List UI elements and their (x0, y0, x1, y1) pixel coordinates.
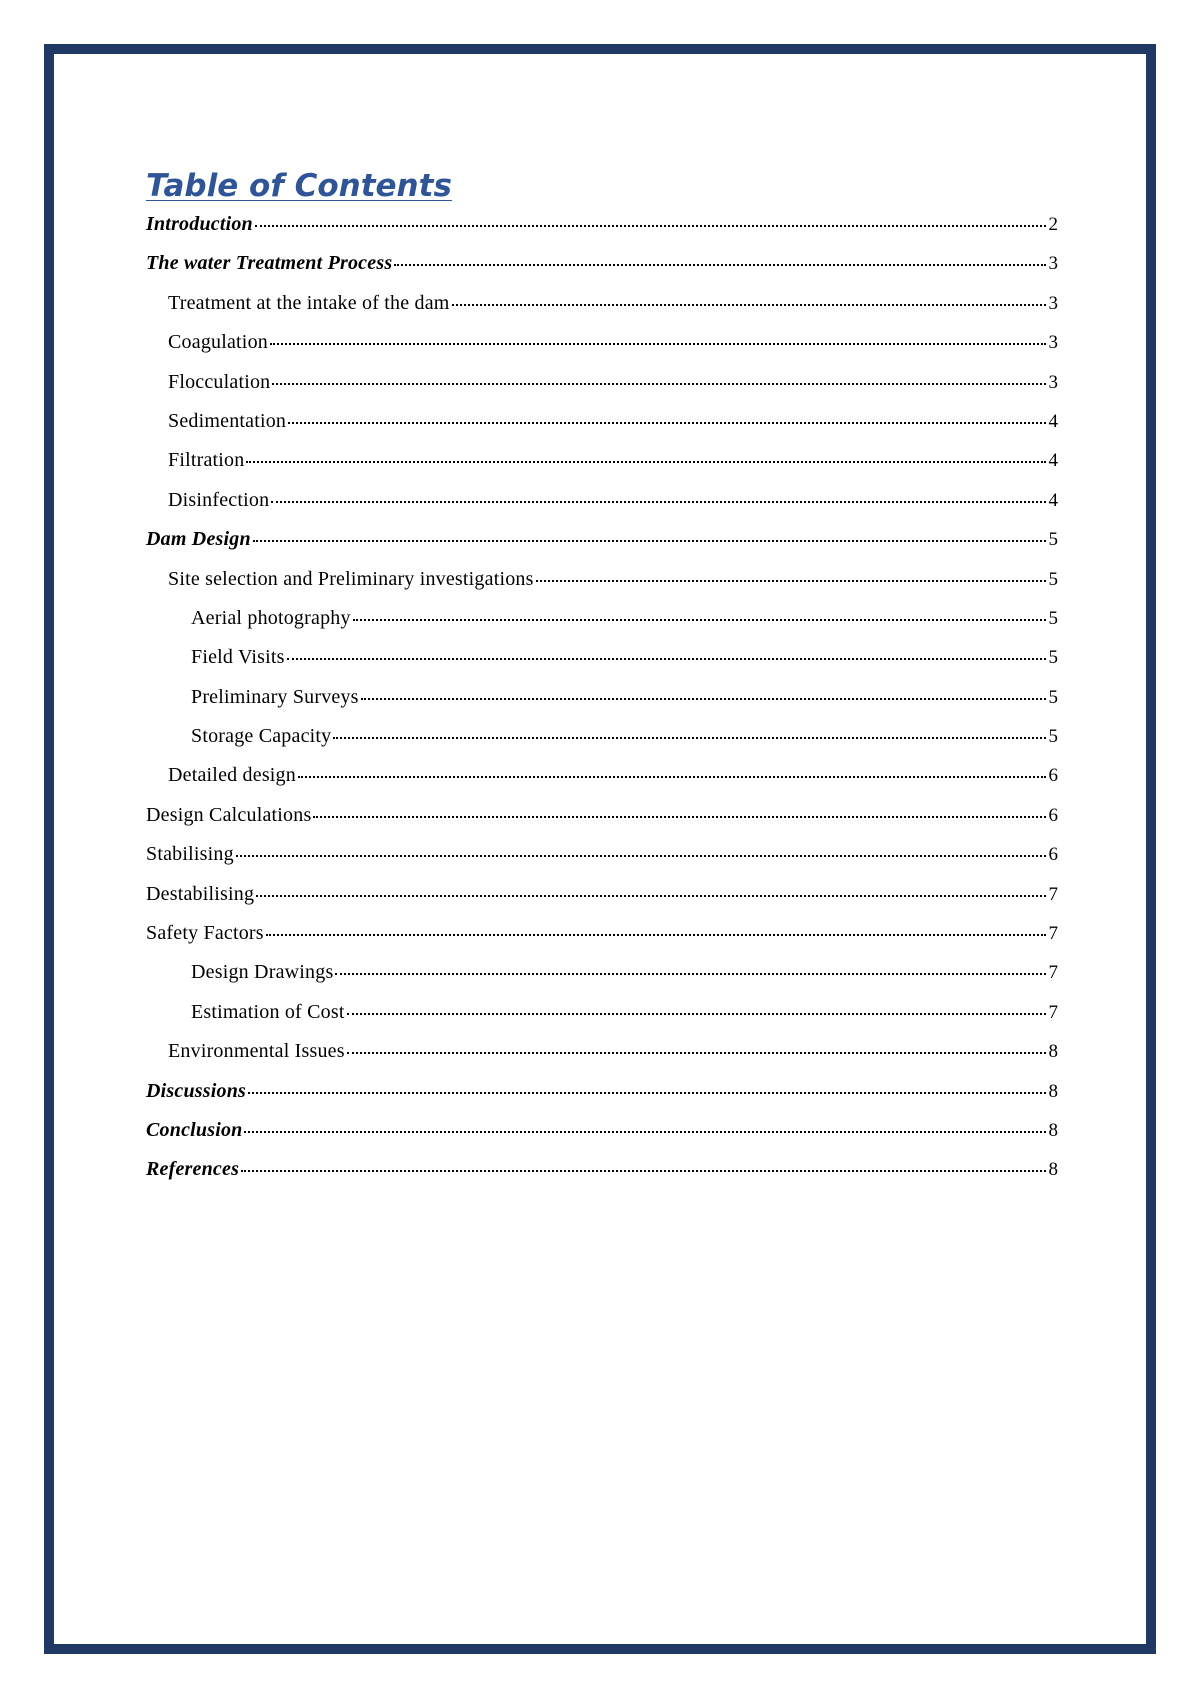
toc-entry-page: 6 (1048, 804, 1058, 826)
toc-entry-label: Introduction (146, 213, 253, 235)
toc-entry-page: 4 (1048, 450, 1058, 472)
dot-leader (347, 999, 1046, 1018)
toc-entry-page: 8 (1048, 1080, 1058, 1102)
toc-entry-label: Estimation of Cost (191, 1000, 345, 1023)
toc-entry-label: Storage Capacity (191, 725, 332, 748)
toc-entry-disinfection[interactable] (146, 487, 1058, 526)
toc-entry-page: 7 (1048, 1001, 1058, 1023)
toc-entry-label: Design Calculations (146, 803, 312, 826)
toc-entry-label: Discussions (146, 1079, 247, 1102)
toc-entry-water-treatment-process[interactable] (146, 250, 1058, 289)
dot-leader (271, 487, 1046, 506)
dot-leader (241, 1156, 1046, 1175)
toc-entry-stabilising[interactable] (146, 841, 1058, 880)
toc-entry-field-visits[interactable] (146, 644, 1058, 683)
toc-entry-coagulation[interactable] (146, 329, 1058, 368)
toc-entry-safety-factors[interactable] (146, 920, 1058, 959)
dot-leader (244, 1117, 1046, 1136)
dot-leader (253, 526, 1046, 545)
dot-leader (347, 1038, 1046, 1057)
toc-entry-sedimentation[interactable] (146, 408, 1058, 447)
toc-entry-dam-design[interactable] (146, 526, 1058, 565)
toc-entry-page: 8 (1048, 1119, 1058, 1141)
toc-entry-page: 7 (1048, 883, 1058, 905)
dot-leader (266, 920, 1046, 939)
toc-entry-page: 6 (1048, 765, 1058, 787)
toc-entry-discussions[interactable] (146, 1078, 1058, 1117)
toc-entry-label: Coagulation (168, 331, 268, 354)
toc-entry-label: Filtration (168, 449, 245, 472)
toc-entry-label: Preliminary Surveys (191, 685, 359, 708)
toc-entry-treatment-at-intake[interactable] (146, 290, 1058, 329)
dot-leader (313, 802, 1046, 821)
dot-leader (333, 723, 1046, 742)
toc-list (146, 211, 1058, 1196)
toc-entry-detailed-design[interactable] (146, 762, 1058, 801)
dot-leader (394, 250, 1046, 269)
dot-leader (272, 369, 1046, 388)
dot-leader (335, 959, 1046, 978)
toc-entry-storage-capacity[interactable] (146, 723, 1058, 762)
toc-entry-page: 3 (1048, 292, 1058, 314)
toc-entry-page: 3 (1048, 253, 1058, 275)
dot-leader (298, 762, 1046, 781)
dot-leader (236, 841, 1046, 860)
toc-entry-label: Design Drawings (191, 961, 334, 984)
toc-entry-page: 7 (1048, 962, 1058, 984)
toc-entry-references[interactable] (146, 1156, 1058, 1195)
toc-entry-page: 5 (1048, 607, 1058, 629)
toc-entry-environmental-issues[interactable] (146, 1038, 1058, 1077)
toc-entry-label: Safety Factors (146, 922, 264, 945)
toc-entry-label: Field Visits (191, 646, 285, 669)
toc-entry-page: 5 (1048, 568, 1058, 590)
toc-entry-label: Conclusion (146, 1118, 243, 1141)
toc-title: Table of Contents (146, 168, 452, 204)
toc-entry-page: 4 (1048, 410, 1058, 432)
toc-entry-label: Aerial photography (191, 606, 351, 629)
toc-entry-label: Dam Design (146, 528, 251, 551)
toc-entry-page: 5 (1048, 647, 1058, 669)
dot-leader (452, 290, 1046, 309)
toc-entry-page: 4 (1048, 489, 1058, 511)
toc-entry-page: 8 (1048, 1159, 1058, 1181)
toc-entry-design-drawings[interactable] (146, 959, 1058, 998)
table-of-contents (146, 165, 1058, 1196)
dot-leader (248, 1078, 1046, 1097)
toc-entry-introduction[interactable] (146, 211, 1058, 250)
toc-entry-label: The water Treatment Process (146, 252, 393, 275)
toc-entry-label: Stabilising (146, 843, 234, 866)
toc-entry-page: 3 (1048, 371, 1058, 393)
toc-entry-filtration[interactable] (146, 447, 1058, 486)
toc-entry-flocculation[interactable] (146, 369, 1058, 408)
dot-leader (287, 644, 1046, 663)
toc-entry-page: 7 (1048, 923, 1058, 945)
toc-entry-page: 3 (1048, 332, 1058, 354)
toc-entry-label: Detailed design (168, 764, 296, 787)
toc-entry-page: 8 (1048, 1041, 1058, 1063)
toc-entry-page: 6 (1048, 844, 1058, 866)
dot-leader (255, 211, 1046, 230)
toc-entry-label: Environmental Issues (168, 1040, 345, 1063)
toc-entry-site-selection[interactable] (146, 566, 1058, 605)
toc-entry-page: 5 (1048, 726, 1058, 748)
toc-entry-label: Disinfection (168, 488, 270, 511)
toc-entry-label: Destabilising (146, 882, 255, 905)
dot-leader (270, 329, 1046, 348)
toc-entry-preliminary-surveys[interactable] (146, 684, 1058, 723)
dot-leader (536, 566, 1046, 585)
toc-entry-destabilising[interactable] (146, 881, 1058, 920)
toc-entry-estimation-of-cost[interactable] (146, 999, 1058, 1038)
dot-leader (353, 605, 1046, 624)
toc-entry-page: 5 (1048, 686, 1058, 708)
toc-entry-conclusion[interactable] (146, 1117, 1058, 1156)
dot-leader (288, 408, 1046, 427)
toc-entry-label: Treatment at the intake of the dam (168, 291, 450, 314)
toc-entry-label: Site selection and Preliminary investigations (168, 567, 534, 590)
toc-entry-label: References (146, 1158, 240, 1181)
dot-leader (256, 881, 1046, 900)
toc-entry-label: Sedimentation (168, 409, 287, 432)
dot-leader (246, 447, 1046, 466)
toc-entry-page: 5 (1048, 529, 1058, 551)
toc-entry-aerial-photography[interactable] (146, 605, 1058, 644)
toc-entry-page: 2 (1048, 214, 1058, 235)
toc-entry-label: Flocculation (168, 370, 271, 393)
dot-leader (361, 684, 1046, 703)
toc-entry-design-calculations[interactable] (146, 802, 1058, 841)
